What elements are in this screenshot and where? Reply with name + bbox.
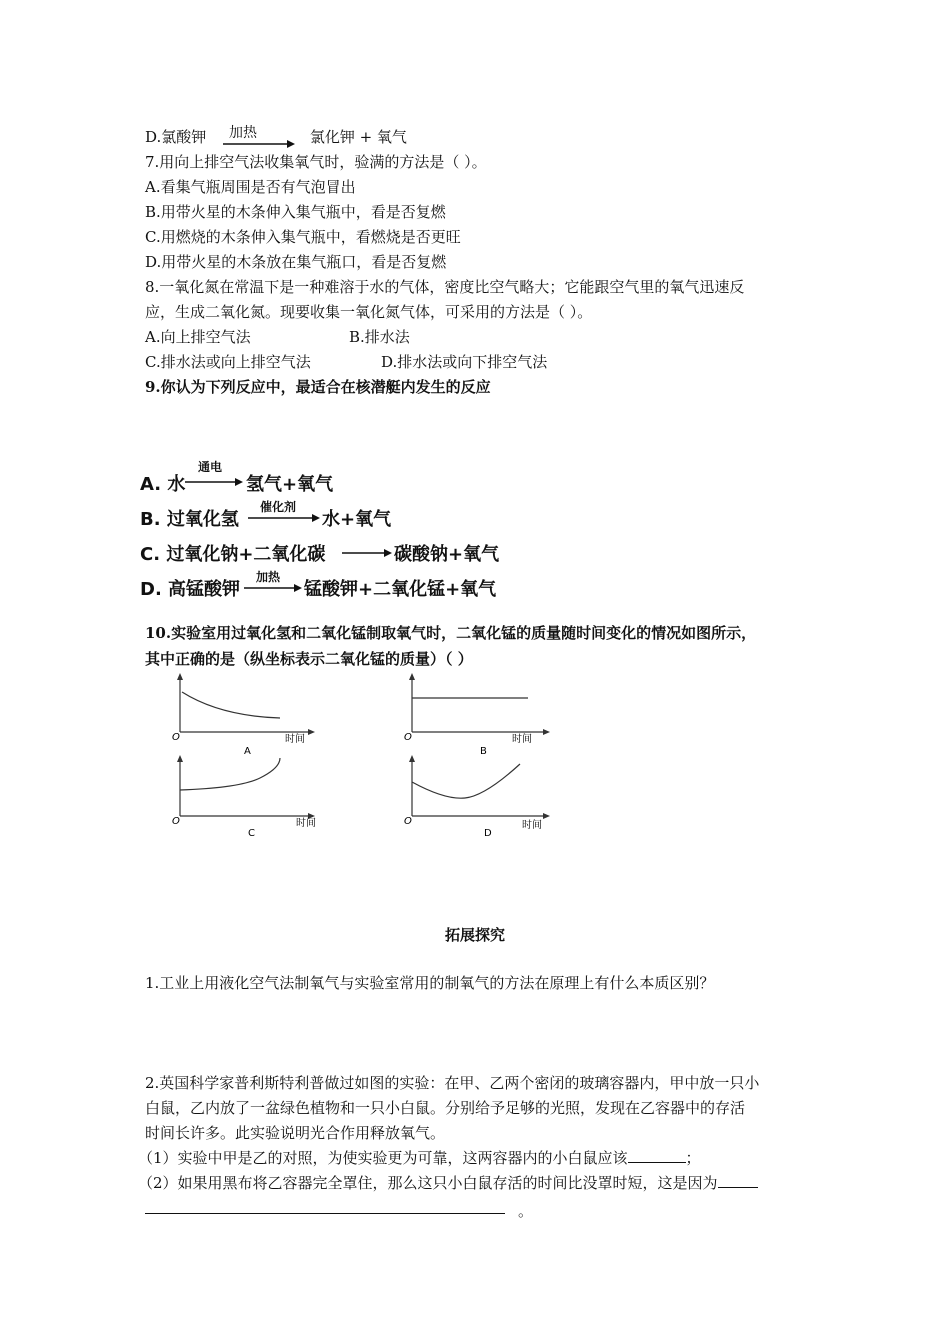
graph-a	[172, 673, 315, 757]
ext-q2-line1: 2.英国科学家普利斯特利普做过如图的实验：在甲、乙两个密闭的玻璃容器内，甲中放一只小	[145, 1074, 760, 1092]
graph-d-curve	[412, 764, 520, 798]
reaction-arrow	[223, 125, 293, 148]
arrow-icon	[342, 549, 392, 557]
q8-option-c: C.排水法或向上排空气法	[145, 353, 311, 371]
graph-b-xlabel: 时间	[512, 734, 532, 745]
ext-q2-sub2	[138, 1172, 758, 1194]
graph-d	[404, 755, 550, 839]
ext-q2-sub1	[138, 1147, 701, 1169]
graph-c-curve	[180, 758, 280, 790]
graph-b-label: B	[480, 746, 487, 757]
q10-graphs	[160, 670, 580, 845]
q7-option-c: C.用燃烧的木条伸入集气瓶中，看燃烧是否更旺	[145, 228, 461, 246]
answer-blank-1[interactable]	[628, 1148, 686, 1163]
graph-d-label: D	[484, 828, 492, 839]
reaction-c-right: 碳酸钠+氧气	[394, 544, 500, 565]
ext-q2-sub1-text: （1）实验中甲是乙的对照，为使实验更为可靠，这两容器内的小白鼠应该	[138, 1149, 628, 1167]
graph-b	[404, 673, 550, 757]
graph-c-origin: O	[172, 816, 180, 827]
graph-d-xlabel: 时间	[522, 820, 542, 831]
reaction-d-condition: 加热	[256, 570, 281, 584]
q7-stem: 7.用向上排空气法收集氧气时，验满的方法是（ ）。	[145, 153, 487, 171]
q8-stem-line1: 8.一氧化氮在常温下是一种难溶于水的气体，密度比空气略大；它能跟空气里的氧气迅速反	[145, 278, 745, 296]
reaction-d-left: D. 高锰酸钾	[140, 579, 241, 600]
q10-stem-line1: 10.实验室用过氧化氢和二氧化锰制取氧气时，二氧化锰的质量随时间变化的情况如图所示，	[145, 624, 757, 642]
q7-option-d: D.用带火星的木条放在集气瓶口，看是否复燃	[145, 253, 447, 271]
ext-q2-sub1-end: ；	[685, 1149, 701, 1167]
reaction-a-condition: 通电	[198, 460, 223, 474]
graph-a-xlabel: 时间	[285, 734, 305, 745]
arrow-icon	[223, 140, 295, 148]
q10-stem-line2: 其中正确的是（纵坐标表示二氧化锰的质量）（ ）	[145, 650, 473, 668]
graph-a-curve	[182, 692, 280, 718]
ext-q2-sub2-end: 。	[518, 1202, 534, 1220]
q9-reaction-a	[140, 470, 185, 496]
ext-q1: 1.工业上用液化空气法制氧气与实验室常用的制氧气的方法在原理上有什么本质区别？	[145, 974, 715, 992]
graph-b-origin: O	[404, 732, 412, 743]
arrow-icon	[185, 478, 243, 486]
section-title: 拓展探究	[444, 926, 505, 944]
q8-option-b: B.排水法	[349, 328, 410, 346]
answer-blank-2-continued[interactable]	[145, 1213, 505, 1214]
graph-c-label: C	[248, 828, 255, 839]
graph-a-origin: O	[172, 732, 180, 743]
arrow-icon	[244, 584, 302, 592]
q9-stem: 9.你认为下列反应中，最适合在核潜艇内发生的反应	[145, 378, 491, 396]
graph-c-xlabel: 时间	[296, 818, 316, 829]
q9-reaction-figure	[140, 450, 540, 610]
reaction-b-condition: 催化剂	[260, 500, 297, 514]
option-d-line	[145, 126, 407, 148]
ext-q2-line3: 时间长许多。此实验说明光合作用释放氧气。	[145, 1124, 446, 1142]
q7-option-a: A.看集气瓶周围是否有气泡冒出	[145, 178, 356, 196]
reaction-b-right: 水+氧气	[322, 509, 392, 530]
reaction-d-right: 锰酸钾+二氧化锰+氧气	[304, 579, 497, 600]
answer-blank-2[interactable]	[718, 1173, 758, 1188]
option-d-products: 氯化钾 + 氧气	[309, 128, 407, 146]
reaction-a-right: 氢气+氧气	[246, 474, 334, 495]
ext-q2-sub2-text: （2）如果用黑布将乙容器完全罩住，那么这只小白鼠存活的时间比没罩时短，这是因为	[138, 1174, 718, 1192]
q8-option-a: A.向上排空气法	[145, 328, 251, 346]
graph-c	[172, 755, 316, 839]
q8-stem-line2: 应，生成二氧化氮。现要收集一氧化氮气体，可采用的方法是（ ）。	[145, 303, 593, 321]
graph-a-label: A	[244, 746, 251, 757]
q8-option-d: D.排水法或向下排空气法	[381, 353, 548, 371]
ext-q2-line2: 白鼠，乙内放了一盆绿色植物和一只小白鼠。分别给予足够的光照，发现在乙容器中的存活	[145, 1099, 746, 1117]
reaction-c-left: C. 过氧化钠+二氧化碳	[140, 544, 326, 565]
reaction-b-left: B. 过氧化氢	[140, 509, 239, 530]
graph-d-origin: O	[404, 816, 412, 827]
reaction-condition: 加热	[229, 125, 258, 141]
option-d-reactant: D.氯酸钾	[145, 128, 207, 146]
arrow-icon	[248, 514, 320, 522]
q7-option-b: B.用带火星的木条伸入集气瓶中，看是否复燃	[145, 203, 446, 221]
reaction-a-left: A. 水	[140, 474, 186, 495]
